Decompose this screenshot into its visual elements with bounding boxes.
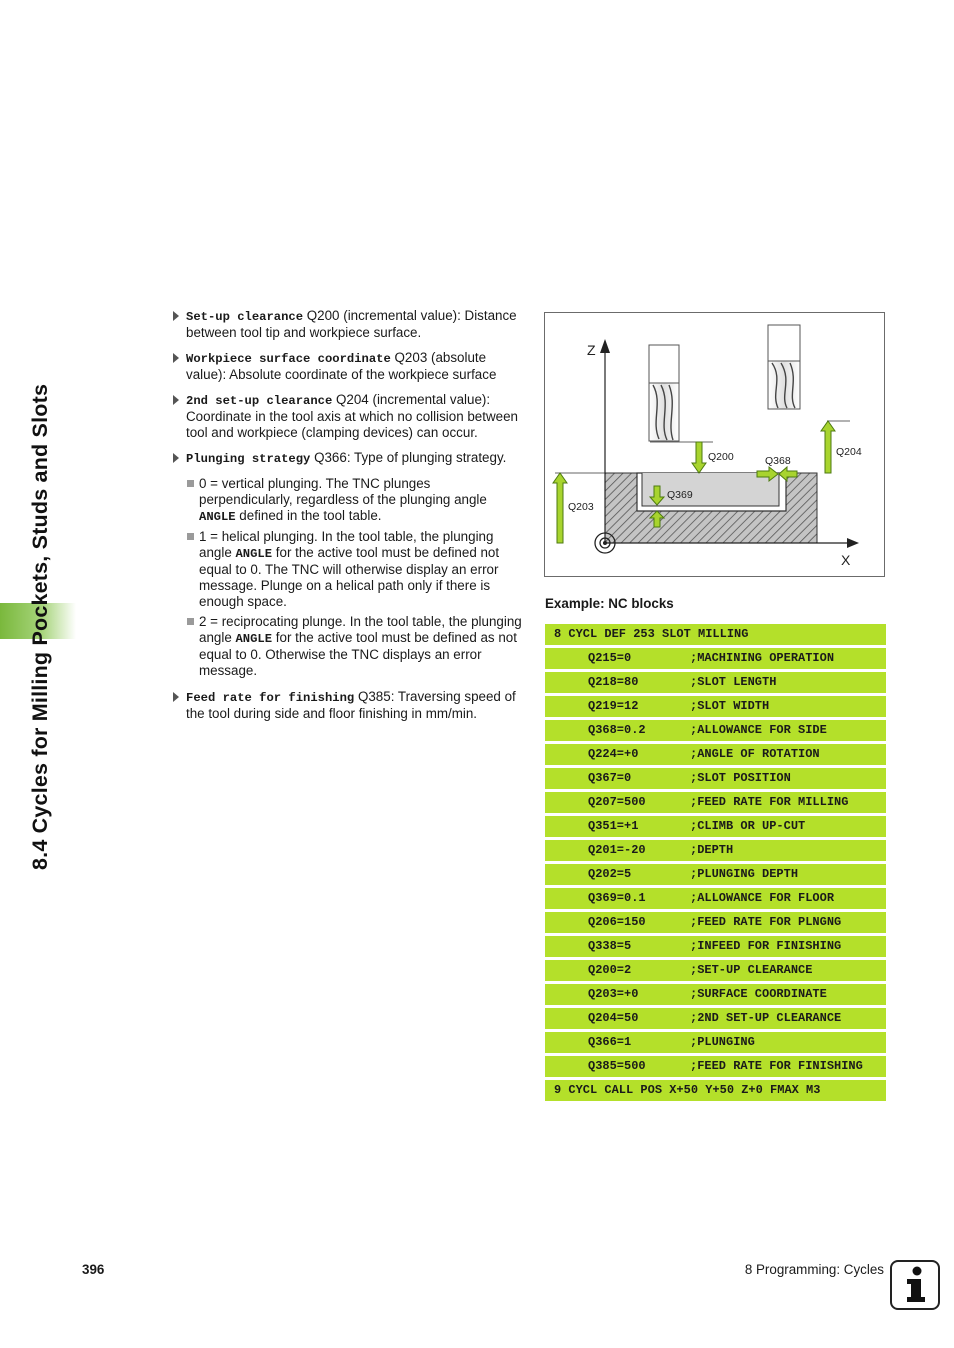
example-title: Example: NC blocks [545,596,674,611]
slot-milling-diagram [544,312,885,577]
nc-line: Q207=500 ;FEED RATE FOR MILLING [545,792,886,813]
param-workpiece-surface: Workpiece surface coordinate Q203 (absolute value): Absolute coordinate of the workpiece surface [172,350,524,383]
plunge-option: 1 = helical plunging. In the tool table, the plunging angle ANGLE for the active tool must be defined not equal to 0. The TNC will otherwise display an error message. Plunge on a helical path only if there is enough space. [172,529,524,610]
q368-label: Q368 [765,455,791,467]
triangle-bullet-icon [173,692,179,702]
nc-line: Q351=+1 ;CLIMB OR UP-CUT [545,816,886,837]
nc-line: Q201=-20 ;DEPTH [545,840,886,861]
q369-label: Q369 [667,489,693,501]
square-bullet-icon [187,480,194,487]
page-number: 396 [82,1262,105,1277]
milling-tool-left [649,345,679,441]
footer-chapter: 8 Programming: Cycles [744,1262,884,1277]
x-axis-label: X [841,552,851,568]
plunge-option: 2 = reciprocating plunge. In the tool table, the plunging angle ANGLE for the active tool must be defined as not equal to 0. Otherwise the TNC displays an error message. [172,614,524,679]
chapter-title: 8.4 Cycles for Milling Pockets, Studs and Slots [28,383,52,870]
nc-line: Q219=12 ;SLOT WIDTH [545,696,886,717]
plunge-options-list [172,476,524,679]
square-bullet-icon [187,533,194,540]
nc-line: Q204=50 ;2ND SET-UP CLEARANCE [545,1008,886,1029]
nc-line: Q224=+0 ;ANGLE OF ROTATION [545,744,886,765]
nc-blocks [545,624,886,1104]
parameter-descriptions [172,308,524,731]
nc-line: Q385=500 ;FEED RATE FOR FINISHING [545,1056,886,1077]
nc-line: Q206=150 ;FEED RATE FOR PLNGNG [545,912,886,933]
nc-line: Q338=5 ;INFEED FOR FINISHING [545,936,886,957]
triangle-bullet-icon [173,453,179,463]
param-2nd-setup-clearance: 2nd set-up clearance Q204 (incremental value): Coordinate in the tool axis at which no collision between tool and workpiece (clamping devices) can occur. [172,392,524,441]
nc-line: Q368=0.2 ;ALLOWANCE FOR SIDE [545,720,886,741]
square-bullet-icon [187,618,194,625]
q200-label: Q200 [708,451,734,463]
param-setup-clearance: Set-up clearance Q200 (incremental value): Distance between tool tip and workpiece surface. [172,308,524,341]
triangle-bullet-icon [173,395,179,405]
nc-line: Q367=0 ;SLOT POSITION [545,768,886,789]
nc-line: Q215=0 ;MACHINING OPERATION [545,648,886,669]
info-icon [890,1260,940,1310]
param-plunging-strategy: Plunging strategy Q366: Type of plunging strategy. [172,450,524,467]
nc-line: Q200=2 ;SET-UP CLEARANCE [545,960,886,981]
nc-line: 9 CYCL CALL POS X+50 Y+50 Z+0 FMAX M3 [545,1080,886,1101]
triangle-bullet-icon [173,353,179,363]
diagram-svg [545,313,884,576]
q204-label: Q204 [836,446,862,458]
nc-line: 8 CYCL DEF 253 SLOT MILLING [545,624,886,645]
q203-label: Q203 [568,501,594,513]
z-axis-label: Z [587,342,596,358]
workpiece [605,473,817,543]
nc-line: Q203=+0 ;SURFACE COORDINATE [545,984,886,1005]
nc-line: Q218=80 ;SLOT LENGTH [545,672,886,693]
triangle-bullet-icon [173,311,179,321]
param-feed-rate-finishing: Feed rate for finishing Q385: Traversing speed of the tool during side and floor finishing in mm/min. [172,689,524,722]
nc-line: Q366=1 ;PLUNGING [545,1032,886,1053]
nc-line: Q369=0.1 ;ALLOWANCE FOR FLOOR [545,888,886,909]
nc-line: Q202=5 ;PLUNGING DEPTH [545,864,886,885]
milling-tool-right [768,325,800,409]
plunge-option: 0 = vertical plunging. The TNC plunges perpendicularly, regardless of the plunging angle ANGLE defined in the tool table. [172,476,524,525]
